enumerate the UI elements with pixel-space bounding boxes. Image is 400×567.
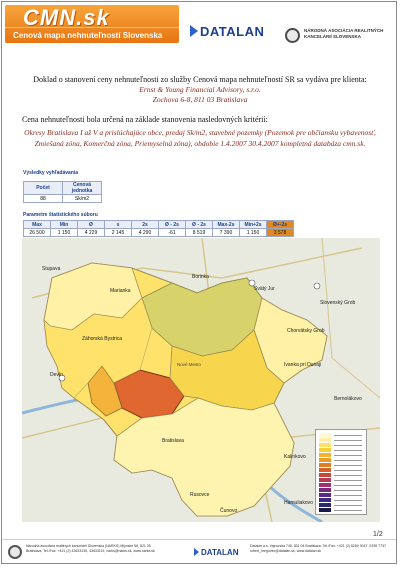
- association-name: NÁRODNÁ ASOCIÁCIA REALITNÝCH KANCELÁRIÍ SLOVENSKA: [304, 28, 384, 39]
- results-table: [23, 181, 102, 203]
- param-value: 4 229: [78, 229, 105, 237]
- param-value: 8 519: [186, 229, 213, 237]
- param-header: Min+2s: [240, 221, 267, 229]
- legend-swatch: [319, 463, 331, 467]
- param-header: Min: [51, 221, 78, 229]
- legend-row: [319, 483, 363, 487]
- place-label: Kalinkovo: [284, 454, 306, 460]
- legend-swatch: [319, 483, 331, 487]
- legend-row: [319, 463, 363, 467]
- param-value-highlight: 3 578: [267, 229, 294, 237]
- intro-line: Doklad o stanovení ceny nehnuteľnosti zo služby Cenová mapa nehnuteľností SR sa vydáva pre klienta:: [33, 75, 367, 84]
- legend-row: [319, 493, 363, 497]
- brand-subtitle: Cenová mapa nehnuteľností Slovenska: [13, 31, 163, 40]
- param-header: Max: [24, 221, 51, 229]
- place-label: Ivanka pri Dunaji: [284, 362, 322, 368]
- legend-swatch: [319, 438, 331, 442]
- place-label: Čunovo: [220, 508, 238, 514]
- footer-association-info: Národná asociácia realitných kancelárií Slovenska (NARKS) Mlynské 56, 821 05 Bratislava, Tel./Fax: +421 (2) 43633130, 43633119, narks@narks.sk, www.narks.sk: [26, 544, 155, 553]
- footer-partner-name: DATALAN: [201, 548, 239, 557]
- footer-datalan-logo: [194, 548, 238, 557]
- legend-row: [319, 438, 363, 442]
- legend-swatch: [319, 443, 331, 447]
- param-value: -61: [159, 229, 186, 237]
- criteria-text: Okresy Bratislava I až V a prislúchajúce obce, predaj Sk/m2, stavebné pozemky (Pozemok pre občiansku vybavenosť, Zmiešaná zóna, Komerčná zóna, Priemyselná zóna), obdobie 1.4.2007 30.4.2007 kompletná databáza cmn.sk.: [24, 128, 376, 148]
- legend-line: [334, 450, 362, 451]
- narks-seal-icon: [285, 28, 300, 43]
- results-count: 88: [24, 195, 63, 203]
- place-label: Nové Mesto: [177, 362, 202, 367]
- document-page: [1, 1, 397, 564]
- param-value: 1 150: [240, 229, 267, 237]
- narks-seal-icon: [8, 545, 22, 559]
- place-label: Hamuliakovo: [284, 500, 313, 506]
- legend-line: [334, 460, 362, 461]
- place-label: Chorvátsky Grob: [287, 328, 325, 334]
- legend-line: [334, 490, 362, 491]
- legend-swatch: [319, 453, 331, 457]
- param-header: Ø - 2s: [159, 221, 186, 229]
- legend-swatch: [319, 493, 331, 497]
- legend-line: [334, 485, 362, 486]
- legend-line: [334, 505, 362, 506]
- legend-swatch: [319, 488, 331, 492]
- place-label: Marianka: [110, 288, 131, 294]
- legend-row: [319, 448, 363, 452]
- parameters-title: Parametre štatistického súboru: [23, 212, 98, 218]
- legend-swatch: [319, 508, 331, 512]
- datalan-arrow-icon: [194, 548, 199, 556]
- datalan-name: DATALAN: [200, 24, 265, 39]
- param-header: Max-2s: [213, 221, 240, 229]
- param-header-highlight: Ø+-2s: [267, 221, 294, 229]
- legend-row: [319, 453, 363, 457]
- place-label: Bratislava: [162, 438, 184, 444]
- legend-row: [319, 478, 363, 482]
- legend-line: [334, 440, 362, 441]
- param-value: 1 150: [51, 229, 78, 237]
- legend-swatch: [319, 503, 331, 507]
- legend-row: [319, 503, 363, 507]
- place-label: Záhorská Bystrica: [82, 336, 123, 342]
- footer-datalan-info: Datalan a.s. Vajnorská 748, 831 04 Bratislava, Tel./Fax: +421 (2) 5260 3047, 0255 7737 robert_kregovec@datalan.sk, www.datalan.sk: [250, 544, 386, 553]
- legend-line: [334, 435, 362, 436]
- place-label: Borinka: [192, 274, 209, 280]
- legend-row: [319, 443, 363, 447]
- place-label: Bernolákovo: [334, 396, 362, 402]
- page-footer: [2, 539, 396, 564]
- legend-line: [334, 465, 362, 466]
- client-block: [8, 85, 392, 105]
- page-number: 1/2: [373, 531, 383, 538]
- legend-swatch: [319, 433, 331, 437]
- datalan-arrow-icon: [190, 25, 198, 37]
- param-header: Ø: [78, 221, 105, 229]
- place-label: Svätý Jur: [254, 286, 275, 292]
- results-title: Výsledky vyhľadávania: [23, 170, 79, 176]
- param-header: s: [105, 221, 132, 229]
- param-value: 2 145: [105, 229, 132, 237]
- criteria-intro: Cena nehnuteľnosti bola určená na základe stanovenia nasledovných kritérií:: [22, 115, 268, 124]
- results-header-unit: Cenová jednotka: [63, 182, 102, 195]
- legend-row: [319, 508, 363, 512]
- legend-swatch: [319, 468, 331, 472]
- legend-row: [319, 498, 363, 502]
- place-label: Slovenský Grob: [320, 300, 356, 306]
- legend-row: [319, 468, 363, 472]
- param-value: 4 290: [132, 229, 159, 237]
- legend-line: [334, 445, 362, 446]
- client-address: Zochova 6-8, 811 03 Bratislava: [152, 95, 248, 104]
- legend-line: [334, 500, 362, 501]
- place-label: Devín: [50, 372, 64, 378]
- param-header: Ø - 2s: [186, 221, 213, 229]
- legend-line: [334, 470, 362, 471]
- place-label: Stupava: [42, 266, 61, 272]
- client-name: Ernst & Young Financial Advisory, s.r.o.: [139, 85, 261, 94]
- legend-swatch: [319, 473, 331, 477]
- datalan-logo: [190, 24, 264, 39]
- legend-row: [319, 488, 363, 492]
- param-value: 26 500: [24, 229, 51, 237]
- param-value: 7 390: [213, 229, 240, 237]
- legend-line: [334, 495, 362, 496]
- legend-swatch: [319, 498, 331, 502]
- parameters-table: [23, 220, 294, 237]
- results-unit: Sk/m2: [63, 195, 102, 203]
- place-label: Rusovce: [190, 492, 210, 498]
- legend-row: [319, 433, 363, 437]
- param-header: 2s: [132, 221, 159, 229]
- legend-line: [334, 455, 362, 456]
- legend-swatch: [319, 458, 331, 462]
- legend-swatch: [319, 448, 331, 452]
- legend-row: [319, 458, 363, 462]
- legend-line: [334, 480, 362, 481]
- page-header: [2, 2, 396, 46]
- legend-line: [334, 475, 362, 476]
- legend-swatch: [319, 478, 331, 482]
- map-legend: [315, 429, 367, 515]
- brand-title: CMN.sk: [23, 5, 110, 30]
- cmn-logo: [5, 5, 179, 43]
- results-header-count: Počet: [24, 182, 63, 195]
- legend-row: [319, 473, 363, 477]
- legend-line: [334, 510, 362, 511]
